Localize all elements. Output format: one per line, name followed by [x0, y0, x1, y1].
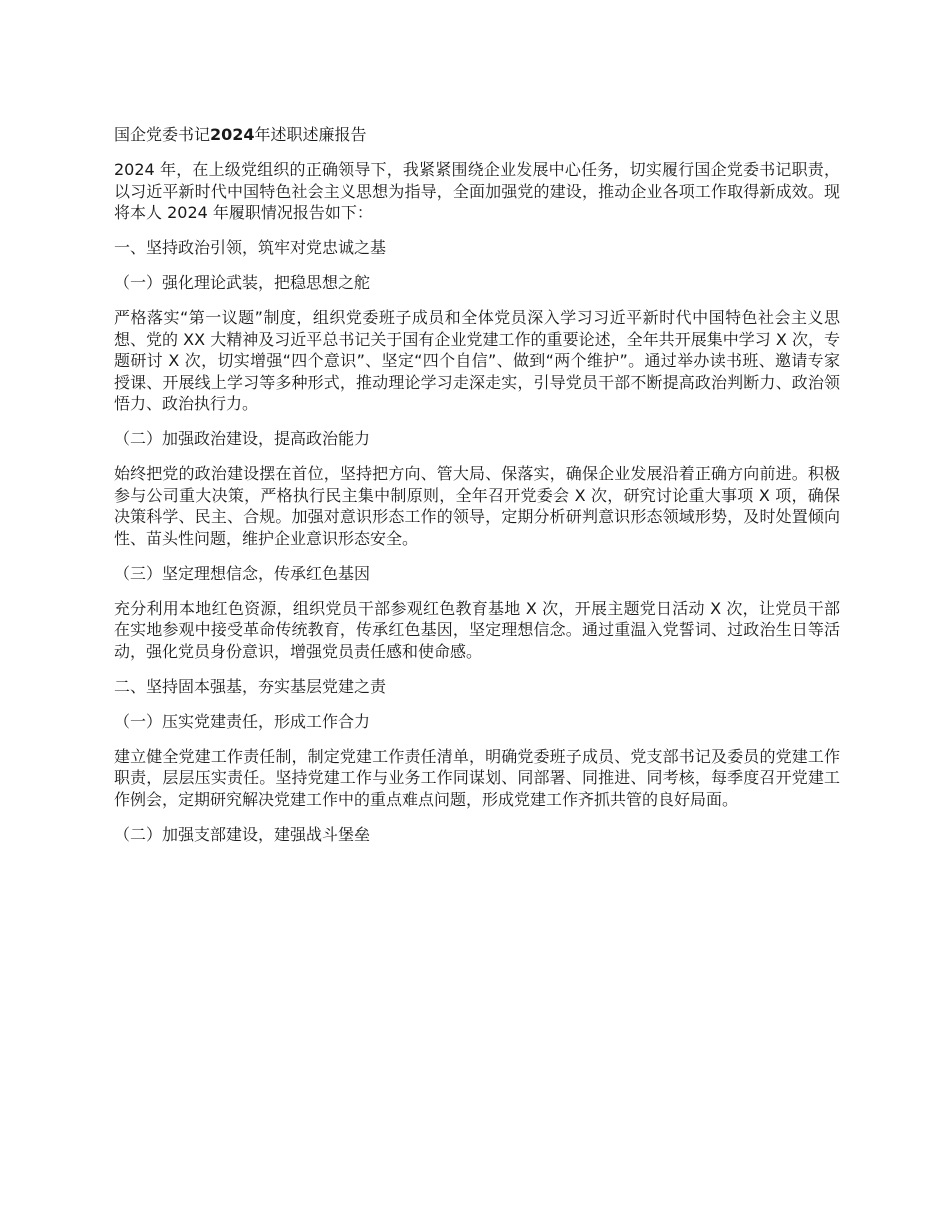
paragraph-1-3: 充分利用本地红色资源，组织党员干部参观红色教育基地 X 次，开展主题党日活动 X 次，让党员干部在实地参观中接受革命传统教育，传承红色基因，坚定理想信念。通过重温入党誓词、过政治生日等活动，强化党员身份意识，增强党员责任感和使命感。: [114, 598, 840, 661]
subsection-heading-1-1: （一）强化理论武装，把稳思想之舵: [114, 273, 371, 292]
subsection-heading-1-2: （二）加强政治建设，提高政治能力: [114, 429, 371, 448]
title-prefix: 国企党委书记: [114, 125, 211, 144]
document-title: [114, 124, 840, 146]
subsection-heading-2-2: （二）加强支部建设，建强战斗堡垒: [114, 824, 371, 844]
subsection-heading-2-1: （一）压实党建责任，形成工作合力: [114, 711, 371, 731]
paragraph-1-1: 严格落实“第一议题”制度，组织党委班子成员和全体党员深入学习习近平新时代中国特色社会主义思想、党的 XX 大精神及习近平总书记关于国有企业党建工作的重要论述，全年共开展集中学习 X 次，专题研讨 X 次，切实增强“四个意识”、坚定“四个自信”、做到“两个维护”。通过举办读书班、邀请专家授课、开展线上学习等多种形式，推动理论学习走深走实，引导党员干部不断提高政治判断力、政治领悟力、政治执行力。: [114, 308, 840, 413]
title-year: 2024: [210, 125, 255, 144]
section-heading-1: 一、坚持政治引领，筑牢对党忠诚之基: [114, 238, 387, 257]
title-suffix: 年述职述廉报告: [254, 125, 367, 144]
document-page: [114, 124, 840, 859]
section-heading-2: 二、坚持固本强基，夯实基层党建之责: [114, 676, 387, 696]
paragraph-2-1: 建立健全党建工作责任制，制定党建工作责任清单，明确党委班子成员、党支部书记及委员的党建工作职责，层层压实责任。坚持党建工作与业务工作同谋划、同部署、同推进、同考核，每季度召开党建工作例会，定期研究解决党建工作中的重点难点问题，形成党建工作齐抓共管的良好局面。: [114, 746, 840, 809]
subsection-heading-1-3: （三）坚定理想信念，传承红色基因: [114, 563, 371, 583]
intro-paragraph: 2024 年，在上级党组织的正确领导下，我紧紧围绕企业发展中心任务，切实履行国企党委书记职责，以习近平新时代中国特色社会主义思想为指导，全面加强党的建设，推动企业各项工作取得新成效。现将本人 2024 年履职情况报告如下：: [114, 160, 840, 222]
paragraph-1-2: 始终把党的政治建设摆在首位，坚持把方向、管大局、保落实，确保企业发展沿着正确方向前进。积极参与公司重大决策，严格执行民主集中制原则，全年召开党委会 X 次，研究讨论重大事项 X 项，确保决策科学、民主、合规。加强对意识形态工作的领导，定期分析研判意识形态领域形势，及时处置倾向性、苗头性问题，维护企业意识形态安全。: [114, 464, 840, 548]
